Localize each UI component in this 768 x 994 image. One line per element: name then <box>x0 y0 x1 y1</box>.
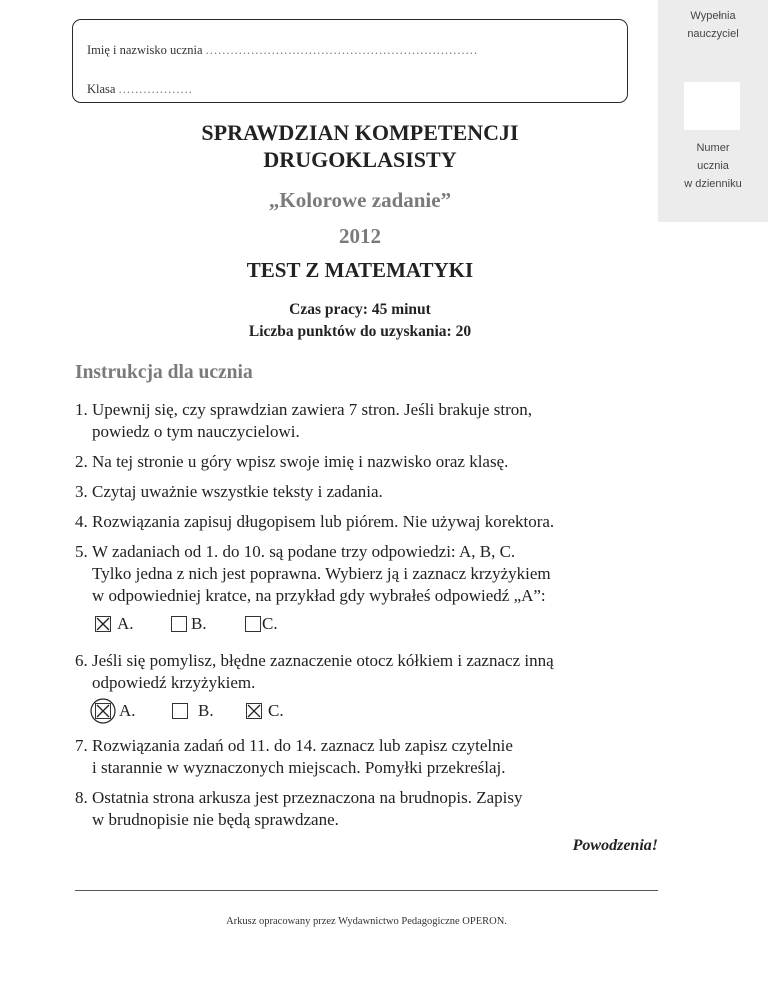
name-label: Imię i nazwisko ucznia <box>87 43 203 57</box>
test-meta <box>60 299 660 343</box>
checkbox-c[interactable] <box>245 616 261 632</box>
year: 2012 <box>339 224 381 248</box>
checkbox-b[interactable] <box>172 703 188 719</box>
checkbox-c-crossed[interactable] <box>246 703 262 719</box>
cross-mark-icon <box>246 703 262 719</box>
item-line: odpowiedź krzyżykiem. <box>92 673 256 692</box>
item-line: Rozwiązania zapisuj długopisem lub piórem. Nie używaj korektora. <box>92 512 555 531</box>
item-line: Tylko jedna z nich jest poprawna. Wybierz ją i zaznacz krzyżykiem <box>92 564 551 583</box>
class-label: Klasa <box>87 82 116 96</box>
instruction-item <box>75 787 675 831</box>
title-line-1: SPRAWDZIAN KOMPETENCJI <box>201 120 519 145</box>
student-number-label-1: Numer <box>696 142 730 154</box>
item-number: 4. <box>75 512 88 531</box>
good-luck: Powodzenia! <box>572 837 658 854</box>
title-line-2: DRUGOKLASISTY <box>263 147 457 172</box>
item-line: Upewnij się, czy sprawdzian zawiera 7 stron. Jeśli brakuje stron, <box>92 400 532 419</box>
option-c-label: C. <box>262 614 278 633</box>
footer-divider <box>75 890 658 891</box>
item-number: 1. <box>75 400 88 419</box>
item-number: 3. <box>75 482 88 501</box>
item-number: 5. <box>75 542 88 561</box>
item-line: i starannie w wyznaczonych miejscach. Pomyłki przekreślaj. <box>92 758 506 777</box>
teacher-panel <box>658 0 768 222</box>
item-line: W zadaniach od 1. do 10. są podane trzy odpowiedzi: A, B, C. <box>92 542 516 561</box>
time-limit: Czas pracy: 45 minut <box>289 301 431 318</box>
name-field[interactable] <box>87 43 478 58</box>
student-number-label-2: ucznia <box>697 160 729 172</box>
instruction-item <box>75 650 675 694</box>
instruction-item <box>75 735 675 779</box>
instructions-title: Instrukcja dla ucznia <box>75 362 253 383</box>
option-b-label: B. <box>191 614 207 633</box>
cross-mark-icon <box>95 616 111 632</box>
class-dots: .................. <box>118 82 193 96</box>
student-number-box[interactable] <box>684 82 740 130</box>
instruction-item <box>75 399 675 443</box>
instruction-item <box>75 481 675 503</box>
item-number: 8. <box>75 788 88 807</box>
item-number: 6. <box>75 651 88 670</box>
page-title <box>60 119 660 173</box>
item-line: w odpowiedniej kratce, na przykład gdy wybrałeś odpowiedź „A”: <box>92 586 546 605</box>
item-line: Ostatnia strona arkusza jest przeznaczona na brudnopis. Zapisy <box>92 788 523 807</box>
footer-credit: Arkusz opracowany przez Wydawnictwo Pedagogiczne OPERON. <box>226 916 507 927</box>
checkbox-a-crossed[interactable] <box>95 616 111 632</box>
item-line: Czytaj uważnie wszystkie teksty i zadania. <box>92 482 383 501</box>
test-title: TEST Z MATEMATYKI <box>246 258 474 282</box>
item-line: powiedz o tym nauczycielowi. <box>92 422 300 441</box>
option-c-label: C. <box>268 701 284 720</box>
item-line: w brudnopisie nie będą sprawdzane. <box>92 810 339 829</box>
option-b-label: B. <box>198 701 214 720</box>
teacher-panel-label-2: nauczyciel <box>687 28 739 40</box>
circled-cross-icon <box>95 703 111 719</box>
name-dots: .................................................................. <box>205 43 478 57</box>
item-line: Rozwiązania zadań od 11. do 14. zaznacz lub zapisz czytelnie <box>92 736 513 755</box>
checkbox-b[interactable] <box>171 616 187 632</box>
checkbox-a-circled[interactable] <box>95 703 111 719</box>
item-line: Jeśli się pomylisz, błędne zaznaczenie otocz kółkiem i zaznacz inną <box>92 651 554 670</box>
student-info-box <box>72 19 628 103</box>
max-points: Liczba punktów do uzyskania: 20 <box>248 323 472 340</box>
option-a-label: A. <box>119 701 136 720</box>
instruction-item <box>75 451 675 473</box>
subtitle: „Kolorowe zadanie” <box>268 188 452 212</box>
class-field[interactable] <box>87 82 193 97</box>
item-number: 2. <box>75 452 88 471</box>
student-number-label-3: w dzienniku <box>684 178 742 190</box>
item-number: 7. <box>75 736 88 755</box>
item-line: Na tej stronie u góry wpisz swoje imię i nazwisko oraz klasę. <box>92 452 509 471</box>
instruction-item <box>75 511 675 533</box>
instruction-item <box>75 541 675 607</box>
teacher-panel-label-1: Wypełnia <box>690 10 736 22</box>
option-a-label: A. <box>117 614 134 633</box>
